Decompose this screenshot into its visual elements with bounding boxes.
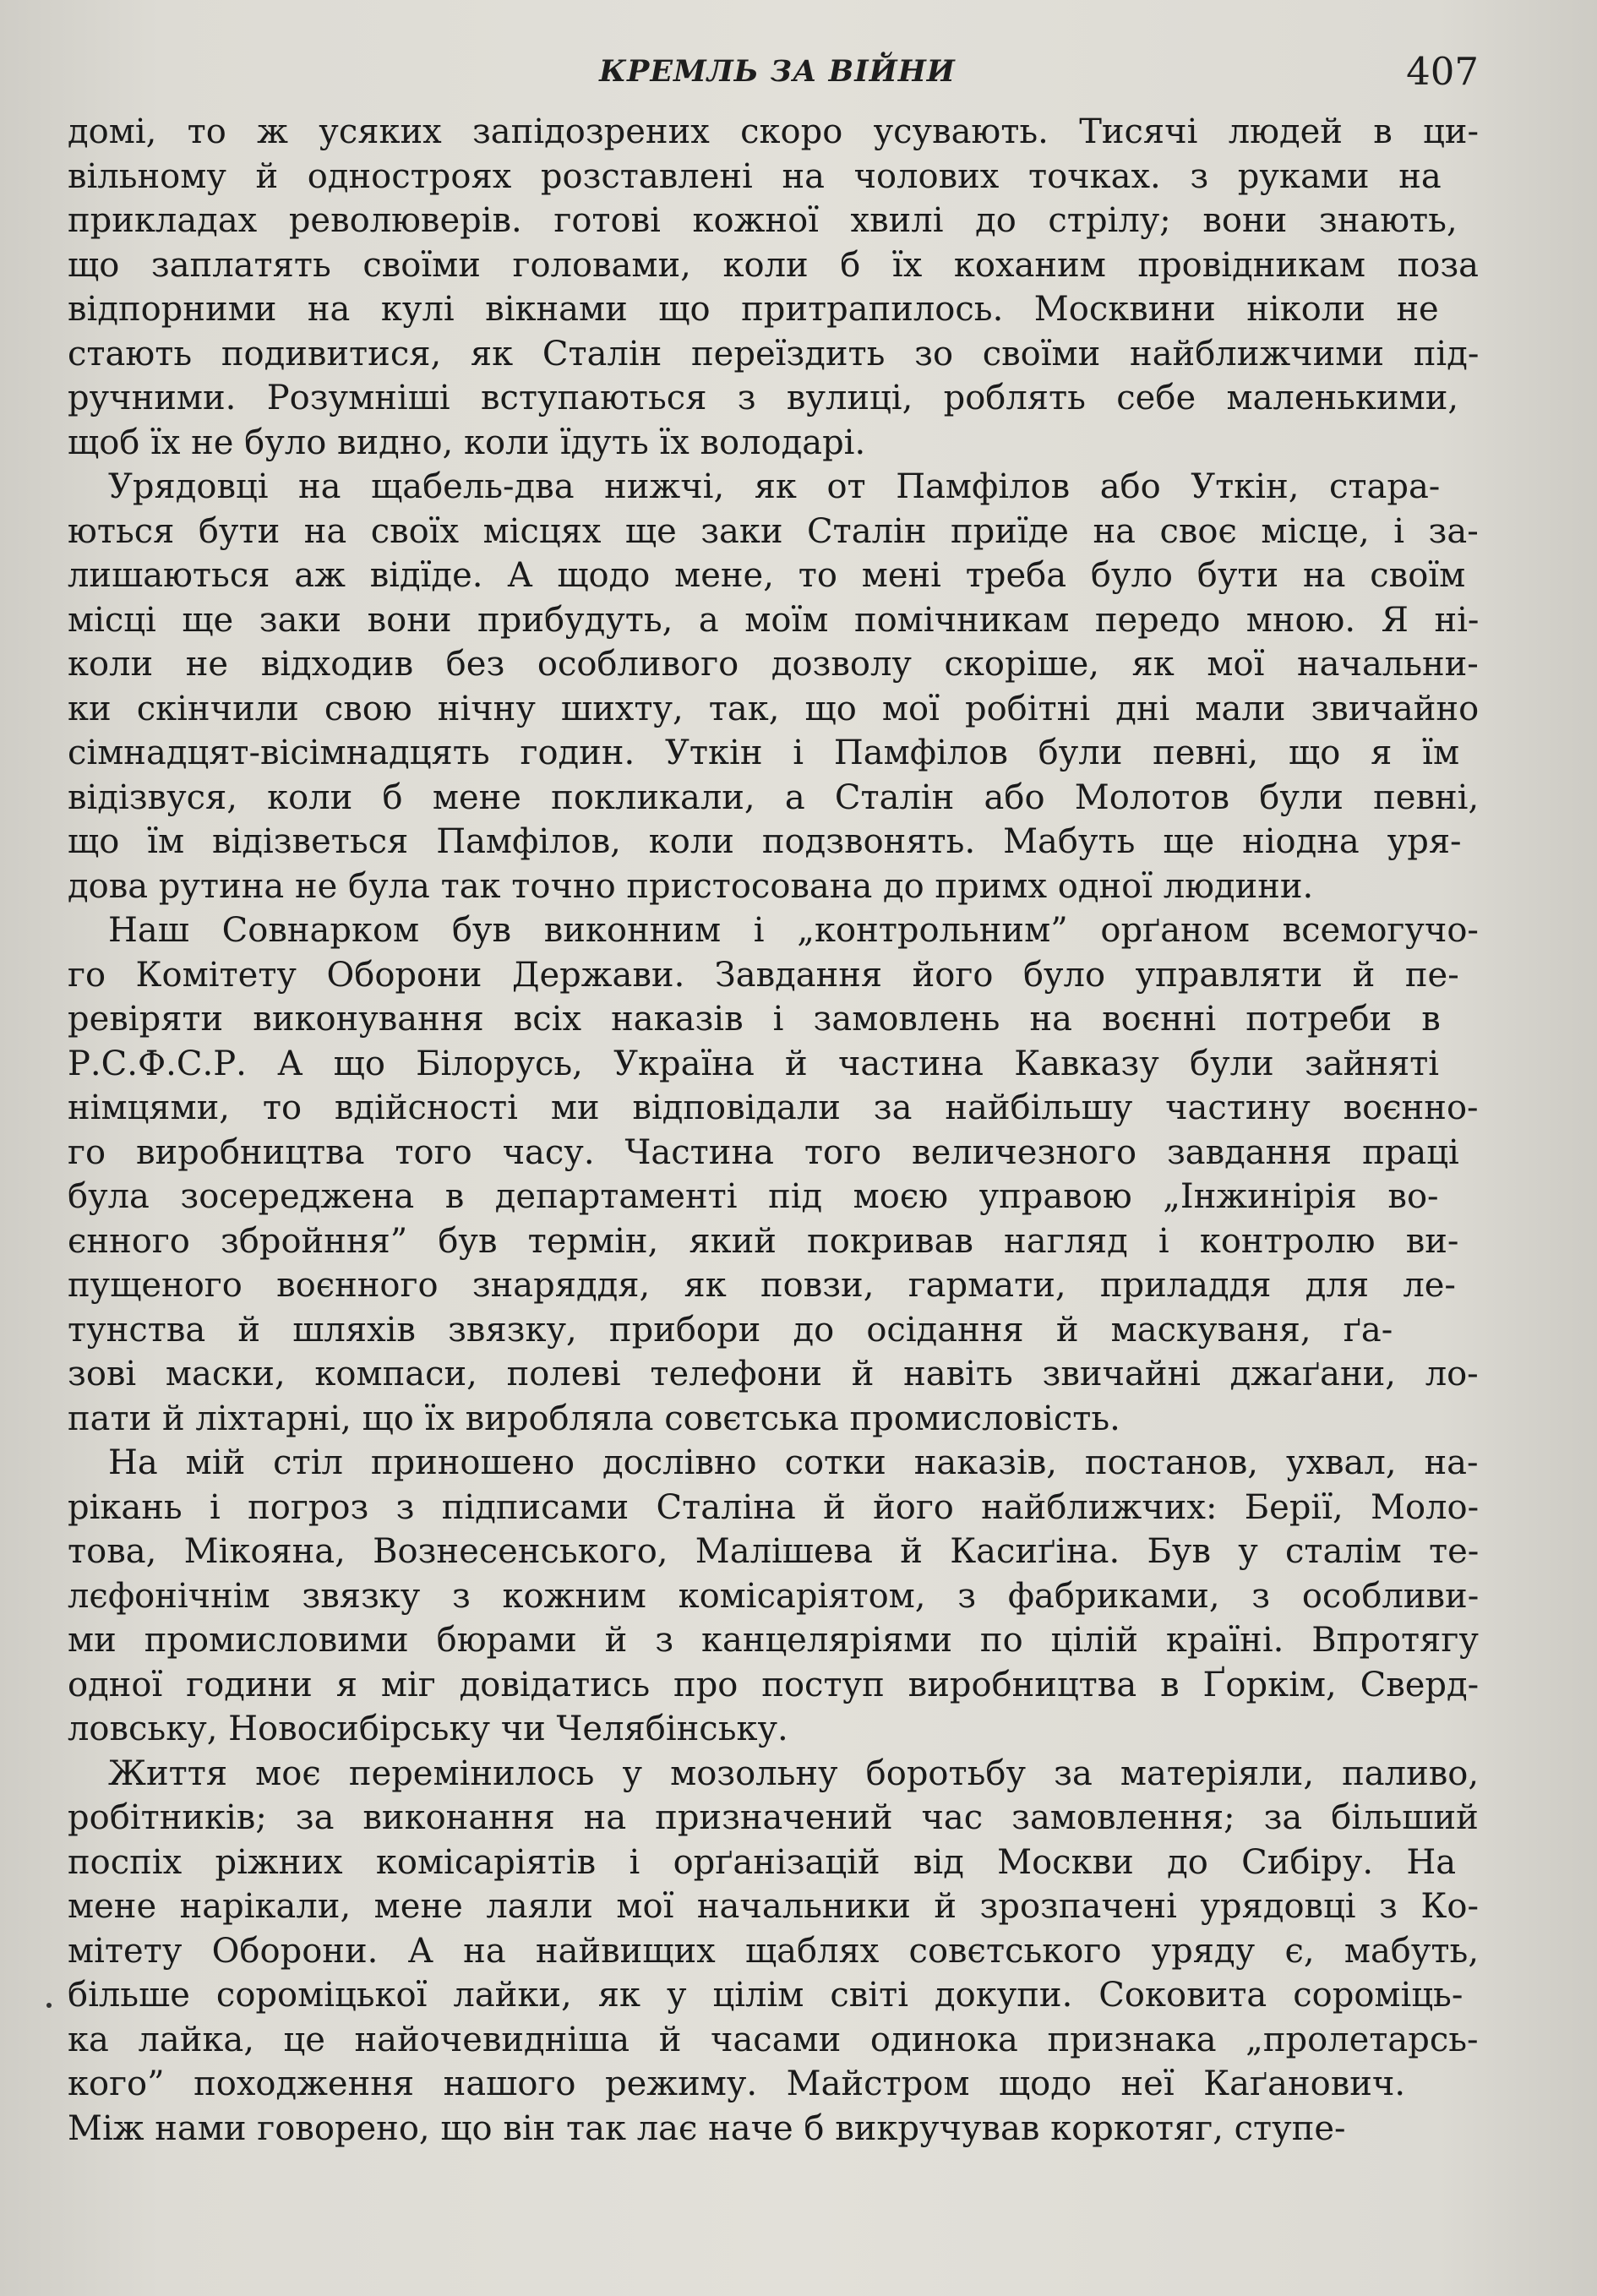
- text-line: дова рутина не була так точно пристосована до примх одної людини.: [68, 866, 1314, 906]
- text-line: ки скінчили свою нічну шихту, так, що мої робітні дні мали звичайно: [68, 689, 1480, 728]
- text-line: зові маски, компаси, полеві телефони й навіть звичайні джаґани, ло-: [68, 1355, 1479, 1393]
- text-line: була зосереджена в департаменті під моєю управою „Інжинірія во-: [68, 1177, 1439, 1216]
- text-line: ються бути на своїх місцях ще заки Сталін приїде на своє місце, і за-: [68, 511, 1479, 551]
- running-head: КРЕМЛЬ ЗА ВІЙНИ: [599, 54, 956, 89]
- text-line: відізвуся, коли б мене покликали, а Сталін або Молотов були певні,: [68, 777, 1480, 817]
- text-line: Р.С.Ф.С.Р. А що Білорусь, Україна й частина Кавказу були зайняті: [68, 1044, 1440, 1083]
- text-line: єнного збройння” був термін, який покривав нагляд і контролю ви-: [68, 1221, 1459, 1261]
- text-line: ловську, Новосибірську чи Челябінську.: [68, 1710, 788, 1748]
- body-text: [68, 110, 1479, 2151]
- text-line: го виробництва того часу. Частина того величезного завдання праці: [68, 1132, 1459, 1172]
- text-line: лєфонічнім звязку з кожним комісаріятом, з фабриками, з особливи-: [68, 1576, 1480, 1616]
- text-line: тунства й шляхів звязку, прибори до осідання й маскуваня, ґа-: [68, 1310, 1393, 1350]
- text-line: мене нарікали, мене лаяли мої начальники й зрозпачені урядовці з Ко-: [68, 1887, 1479, 1926]
- text-line: що їм відізветься Памфілов, коли подзвонять. Мабуть ще ніодна уря-: [68, 822, 1462, 861]
- paragraph: [68, 908, 1479, 1441]
- text-line: ревіряти виконування всіх наказів і замовлень на воєнні потреби в: [68, 1000, 1441, 1039]
- text-line: На мій стіл приношено дослівно сотки наказів, постанов, ухвал, на-: [108, 1443, 1479, 1482]
- text-line: ка лайка, це найочевидніша й часами одинока признака „пролетарсь-: [68, 2020, 1479, 2059]
- paragraph: [68, 1752, 1479, 2151]
- paragraph: [68, 110, 1479, 465]
- text-line: Наш Совнарком був виконним і „контрольним” орґаном всемогучо-: [108, 911, 1479, 950]
- page-number: 407: [1406, 49, 1479, 94]
- text-line: ручними. Розумніші вступаються з вулиці, роблять себе маленькими,: [68, 379, 1459, 417]
- text-line: відпорними на кулі вікнами що притрапилось. Москвини ніколи не: [68, 290, 1439, 329]
- text-line: пущеного воєнного знаряддя, як повзи, гармати, приладдя для ле-: [68, 1266, 1456, 1305]
- text-line: одної години я міг довідатись про поступ виробництва в Ґоркім, Сверд-: [68, 1665, 1480, 1704]
- paragraph: [68, 1441, 1479, 1752]
- text-line: Життя моє перемінилось у мозольну боротьбу за матеріяли, паливо,: [108, 1753, 1480, 1793]
- text-line: стають подивитися, як Сталін переїздить зо своїми найближчими під-: [68, 334, 1480, 374]
- text-line: щоб їх не було видно, коли їдуть їх володарі.: [68, 423, 866, 462]
- text-line: вільному й одностроях розставлені на чолових точках. з руками на: [68, 156, 1442, 196]
- text-line: що заплатять своїми головами, коли б їх коханим провідникам поза: [68, 245, 1479, 285]
- text-line: рікань і погроз з підписами Сталіна й його найближчих: Берії, Моло-: [68, 1487, 1480, 1527]
- text-line: домі, то ж усяких запідозрених скоро усувають. Тисячі людей в ци-: [68, 112, 1479, 151]
- text-line: пати й ліхтарні, що їх виробляла совєтська промисловість.: [68, 1399, 1120, 1438]
- text-line: Між нами говорено, що він так лає наче б викручував коркотяг, ступе-: [68, 2108, 1346, 2148]
- text-line: коли не відходив без особливого дозволу скоріше, як мої начальни-: [68, 645, 1479, 684]
- text-line: това, Мікояна, Вознесенського, Малішева й Касиґіна. Був у сталім те-: [68, 1532, 1480, 1571]
- text-line: Урядовці на щабель-два нижчі, як от Памфілов або Уткін, стара-: [108, 467, 1441, 506]
- text-line: робітників; за виконання на призначений час замовлення; за більший: [68, 1798, 1479, 1837]
- text-line: більше сороміцької лайки, як у цілім світі докупи. Соковита сороміць-: [68, 1976, 1463, 2015]
- text-line: лишаються аж відїде. А щодо мене, то мені треба було бути на своїм: [68, 556, 1466, 595]
- text-line: кого” походження нашого режиму. Майстром щодо неї Каґанович.: [68, 2064, 1406, 2103]
- page-header: [0, 46, 1597, 97]
- text-line: мітету Оборони. А на найвищих щаблях совєтського уряду є, мабуть,: [68, 1931, 1480, 1971]
- text-line: го Комітету Оборони Держави. Завдання його було управляти й пе-: [68, 955, 1459, 995]
- print-speck: [46, 2003, 52, 2008]
- text-line: німцями, то вдійсності ми відповідали за найбільшу частину воєнно-: [68, 1088, 1479, 1127]
- paragraph: [68, 465, 1479, 908]
- text-line: поспіх ріжних комісаріятів і орґанізацій від Москви до Сибіру. На: [68, 1842, 1457, 1882]
- text-line: сімнадцят-вісімнадцять годин. Уткін і Памфілов були певні, що я їм: [68, 734, 1460, 772]
- text-line: прикладах революверів. готові кожної хвилі до стрілу; вони знають,: [68, 201, 1458, 240]
- text-line: місці ще заки вони прибудуть, а моїм помічникам передо мною. Я ні-: [68, 600, 1480, 640]
- text-line: ми промисловими бюрами й з канцеляріями по цілій країні. Впротягу: [68, 1621, 1479, 1660]
